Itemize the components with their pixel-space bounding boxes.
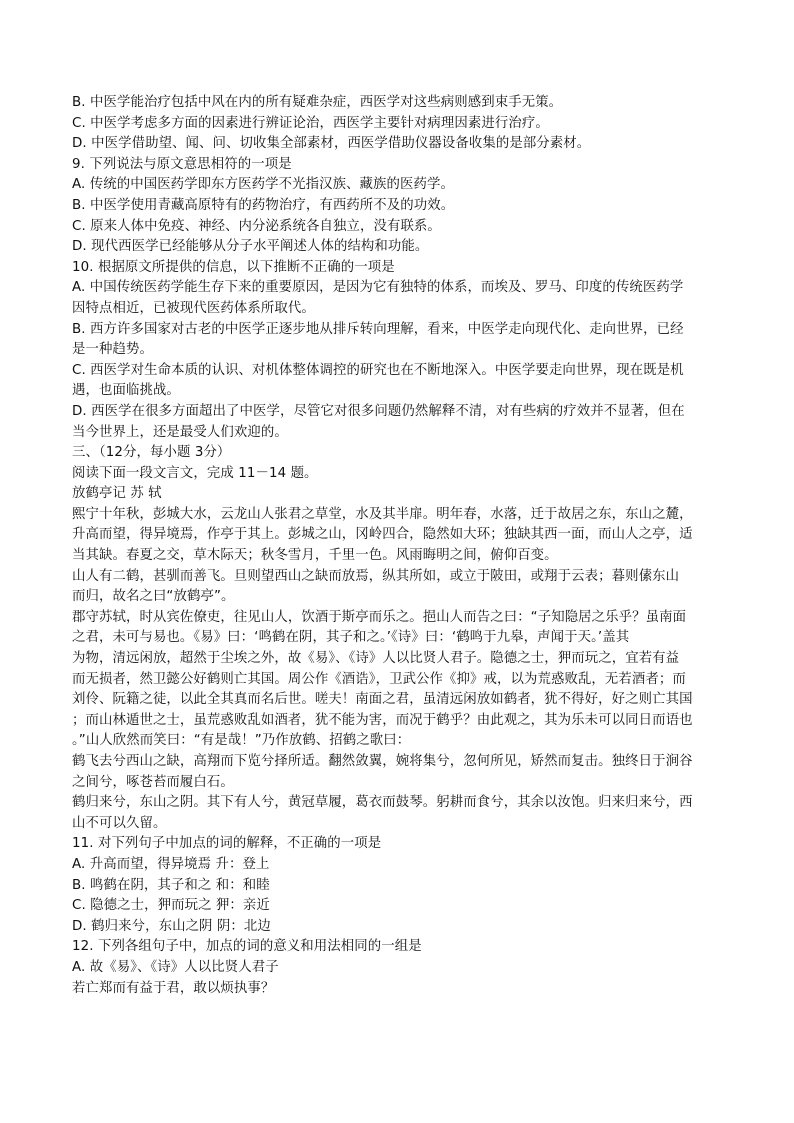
text-line: B. 中医学使用青藏高原特有的药物治疗，有西药所不及的功效。 [72,197,455,213]
text-line: 郡守苏轼，时从宾佐僚吏，往见山人，饮酒于斯亭而乐之。挹山人而告之曰：“子知隐居之乐乎？虽南面 [72,609,687,625]
text-line: B. 西方许多国家对古老的中医学正逐步地从排斥转向理解，看来，中医学走向现代化、走向世界，已经 [72,321,684,337]
text-line: C. 中医学考虑多方面的因素进行辨证论治，西医学主要针对病理因素进行治疗。 [72,115,549,131]
text-line: 三、（12分，每小题 3分） [72,445,231,461]
text-line: 阅读下面一段文言文，完成 11－14 题。 [72,465,318,481]
text-line: B. 鸣鹤在阴，其子和之 和：和睦 [72,877,270,893]
text-line: 当今世界上，还是最受人们欢迎的。 [72,424,288,440]
text-line: B. 中医学能治疗包括中风在内的所有疑难杂症，西医学对这些病则感到束手无策。 [72,95,563,110]
text-line: 升高而望，得异境焉，作亭于其上。彭城之山，冈岭四合，隐然如大环；独缺其西一面，而山人之亭，适 [72,527,693,543]
text-line: 之君，未可与易也。《易》曰：‘鸣鹤在阴，其子和之。’《诗》曰：‘鹤鸣于九皋，声闻于天。’盖其 [72,630,630,646]
text-line: 10. 根据原文所提供的信息，以下推断不正确的一项是 [72,259,395,275]
text-line: C. 原来人体中免疫、神经、内分泌系统各自独立，没有联系。 [72,218,441,234]
text-line: 鹤归来兮，东山之阴。其下有人兮，黄冠草履，葛衣而鼓琴。躬耕而食兮，其余以汝饱。归来归来兮，西 [72,795,693,811]
text-line: 而归，故名之曰“放鹤亭”。 [72,589,235,605]
document-page [72,93,722,999]
text-line: 12. 下列各组句子中，加点的词的意义和用法相同的一组是 [72,939,422,955]
text-line: A. 中国传统医药学能生存下来的重要原因，是因为它有独特的体系，而埃及、罗马、印度的传统医药学 [72,280,684,296]
text-line: 遇，也面临挑战。 [72,383,180,399]
text-line: 之间兮，啄苍苔而履白石。 [72,774,234,790]
text-line: A. 故《易》、《诗》人以比贤人君子 [72,959,279,975]
text-line: 9. 下列说法与原文意思相符的一项是 [72,156,292,172]
text-line: 若亡郑而有益于君，敢以烦执事？ [72,980,275,996]
text-line: ；而山林遁世之士，虽荒惑败乱如酒者，犹不能为害，而况于鹤乎？由此观之，其为乐未可以同日而语也 [72,712,693,728]
text-line: 而无损者，然卫懿公好鹤则亡其国。周公作《酒诰》，卫武公作《抑》戒，以为荒惑败乱，无若酒者；而 [72,671,686,687]
text-line: D. 中医学借助望、闻、问、切收集全部素材，西医学借助仪器设备收集的是部分素材。 [72,136,591,152]
text-line: 。”山人欣然而笑曰：“有是哉！”乃作放鹤、招鹤之歌曰： [72,733,411,749]
text-line: 当其缺。春夏之交，草木际天；秋冬雪月，千里一色。风雨晦明之间，俯仰百变。 [72,548,558,564]
text-line: 因特点相近，已被现代医药体系所取代。 [72,300,315,316]
text-line: 刘伶、阮籍之徒，以此全其真而名后世。嗟夫！南面之君，虽清远闲放如鹤者，犹不得好，好之则亡其国 [72,692,693,708]
text-line: 山人有二鹤，甚驯而善飞。旦则望西山之缺而放焉，纵其所如，或立于陂田，或翔于云表；暮则傃东山 [72,568,680,584]
text-line: D. 现代西医学已经能够从分子水平阐述人体的结构和功能。 [72,239,429,255]
text-line: C. 西医学对生命本质的认识、对机体整体调控的研究也在不断地深入。中医学要走向世界，现在既是机 [72,362,684,378]
text-line: 是一种趋势。 [72,342,153,358]
text-line: A. 传统的中国医药学即东方医药学不光指汉族、藏族的医药学。 [72,177,454,193]
text-line: 熙宁十年秋，彭城大水，云龙山人张君之草堂，水及其半扉。明年春，水落，迁于故居之东，东山之麓， [72,506,693,522]
text-line: 鹤飞去兮西山之缺，高翔而下览兮择所适。翻然敛翼，婉将集兮，忽何所见，矫然而复击。独终日于涧谷 [72,754,693,769]
text-line: 11. 对下列句子中加点的词的解释，不正确的一项是 [72,836,382,852]
text-line: 山不可以久留。 [72,815,167,831]
text-line: D. 西医学在很多方面超出了中医学，尽管它对很多问题仍然解释不清，对有些病的疗效并不显著，但在 [72,403,685,419]
text-line: C. 隐德之士，狎而玩之 狎：亲近 [72,898,270,914]
text-line: 为物，清远闲放，超然于尘埃之外，故《易》、《诗》人以比贤人君子。隐德之士，狎而玩之，宜若有益 [72,651,680,667]
text-line: D. 鹤归来兮，东山之阴 阴：北边 [72,918,271,934]
text-line: 放鹤亭记 苏 轼 [72,486,162,502]
text-line: A. 升高而望，得异境焉 升：登上 [72,856,270,872]
